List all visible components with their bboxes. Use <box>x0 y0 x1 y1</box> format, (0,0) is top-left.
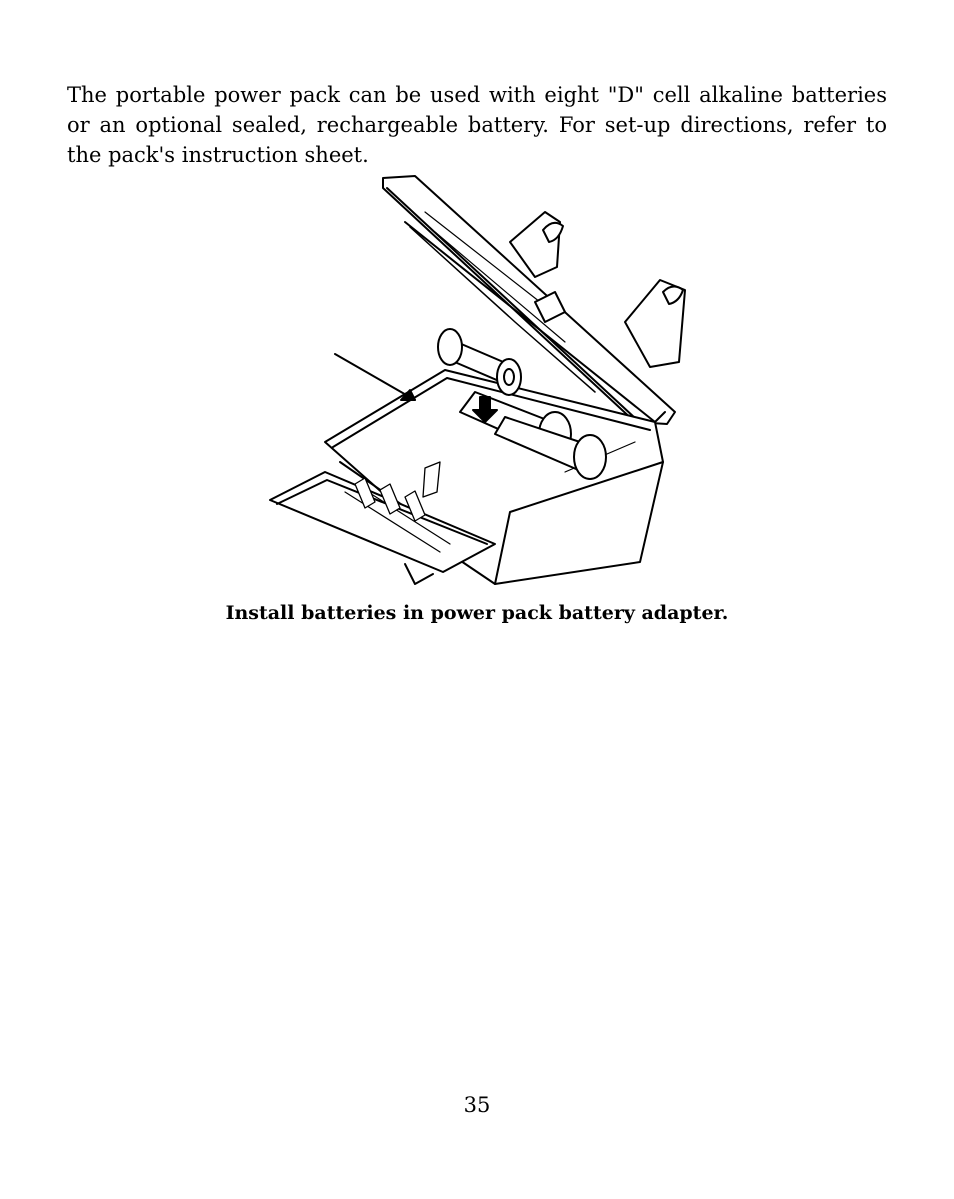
page-number: 35 <box>463 1093 491 1117</box>
figure-caption: Install batteries in power pack battery adapter. <box>225 602 729 624</box>
power-pack-illustration <box>265 172 695 592</box>
body-paragraph: The portable power pack can be used with eight "D" cell alkaline batteries or an optional sealed, rechargeable battery. For set-up directions, refer to the pack's instruction sheet. <box>67 83 887 167</box>
pointer-arrow-icon <box>335 354 415 400</box>
